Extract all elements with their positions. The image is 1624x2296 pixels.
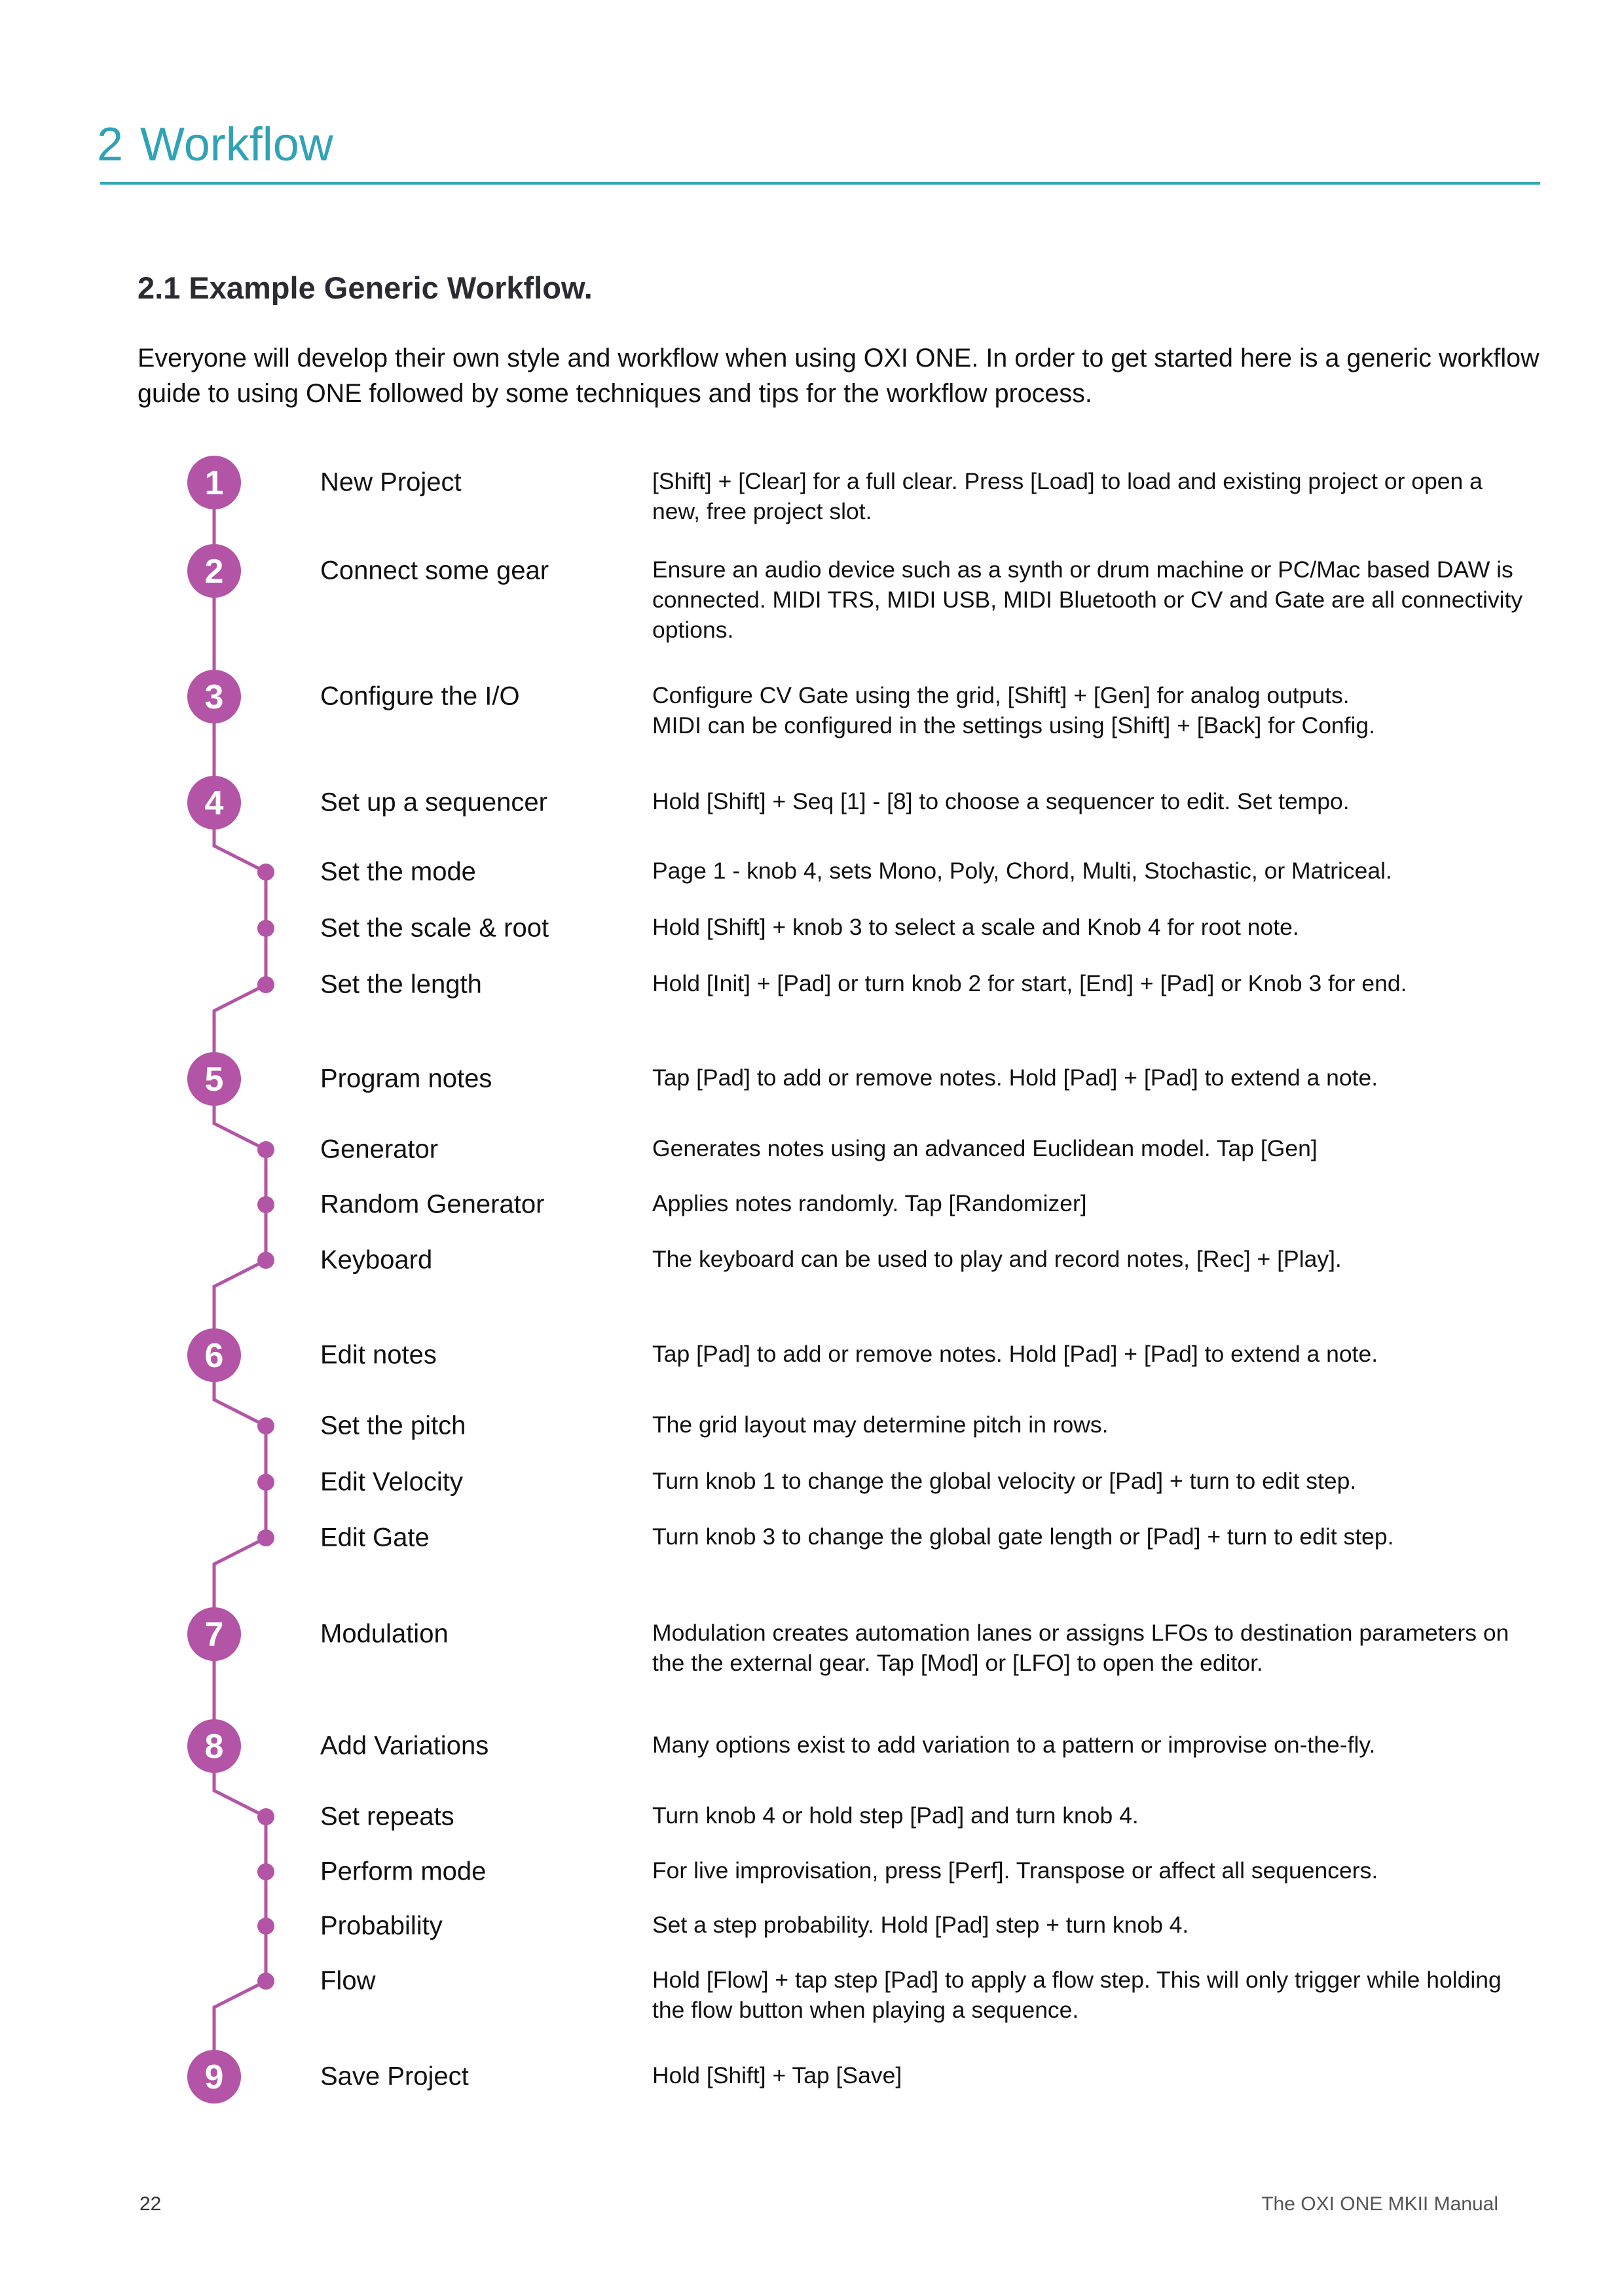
step-description: Generates notes using an advanced Euclidean model. Tap [Gen] [652, 1135, 1318, 1161]
step-number: 9 [204, 2058, 224, 2096]
step-number-badge [187, 2050, 241, 2104]
substep-dot [257, 1196, 274, 1213]
step-description: The grid layout may determine pitch in rows. [652, 1412, 1109, 1438]
step-label: Set the length [320, 970, 482, 999]
step-label: Save Project [320, 2062, 469, 2091]
step-description: Configure CV Gate using the grid, [Shift] + [Gen] for analog outputs. MIDI can be configured in the settings using [Shift] + [Back] for Config. [652, 682, 1376, 738]
step-description: For live improvisation, press [Perf]. Transpose or affect all sequencers. [652, 1857, 1378, 1884]
step-number: 2 [204, 553, 224, 591]
step-label: Generator [320, 1135, 439, 1164]
substep-dot [257, 1474, 274, 1491]
substep-dot [257, 1252, 274, 1269]
step-number-badge [187, 544, 241, 598]
substep-dot [257, 1808, 274, 1825]
substep-dot [257, 864, 274, 881]
step-description: Many options exist to add variation to a pattern or improvise on-the-fly. [652, 1732, 1376, 1758]
step-label: Set repeats [320, 1802, 454, 1831]
step-label: Connect some gear [320, 556, 549, 585]
substep-dot [257, 976, 274, 993]
step-label: New Project [320, 467, 462, 497]
substep-dot [257, 1417, 274, 1434]
manual-title: The OXI ONE MKII Manual [1261, 2193, 1498, 2215]
page-number: 22 [139, 2193, 162, 2215]
step-number: 8 [204, 1728, 224, 1766]
step-description: The keyboard can be used to play and record notes, [Rec] + [Play]. [652, 1246, 1342, 1272]
step-description: Set a step probability. Hold [Pad] step + turn knob 4. [652, 1912, 1189, 1938]
step-label: Random Generator [320, 1190, 545, 1219]
step-description: Hold [Init] + [Pad] or turn knob 2 for start, [End] + [Pad] or Knob 3 for end. [652, 970, 1407, 996]
step-label: Set the pitch [320, 1411, 466, 1440]
step-description: Tap [Pad] to add or remove notes. Hold [Pad] + [Pad] to extend a note. [652, 1065, 1378, 1091]
step-description: Page 1 - knob 4, sets Mono, Poly, Chord, Multi, Stochastic, or Matriceal. [652, 858, 1392, 884]
step-description: Modulation creates automation lanes or assigns LFOs to destination parameters on the the external gear. Tap [Mod] or [LFO] to open the editor. [652, 1620, 1509, 1676]
step-number: 7 [204, 1616, 224, 1654]
step-number-badge [187, 776, 241, 829]
section-heading: 2.1 Example Generic Workflow. [138, 270, 593, 305]
substep-dot [257, 920, 274, 937]
step-label: Configure the I/O [320, 682, 520, 711]
step-label: Modulation [320, 1619, 449, 1649]
chapter-title: Workflow [140, 118, 333, 171]
step-number-badge [187, 1052, 241, 1106]
step-description: Hold [Shift] + Seq [1] - [8] to choose a sequencer to edit. Set tempo. [652, 788, 1350, 814]
step-number: 6 [204, 1337, 224, 1375]
step-label: Perform mode [320, 1857, 487, 1886]
step-description: Hold [Shift] + Tap [Save] [652, 2062, 902, 2088]
substep-dot [257, 1973, 274, 1990]
step-number: 1 [204, 464, 224, 502]
step-number-badge [187, 456, 241, 509]
step-number-badge [187, 1719, 241, 1773]
step-label: Add Variations [320, 1731, 489, 1760]
step-description: Tap [Pad] to add or remove notes. Hold [Pad] + [Pad] to extend a note. [652, 1341, 1378, 1367]
chapter-number: 2 [97, 118, 124, 171]
step-description: Applies notes randomly. Tap [Randomizer] [652, 1190, 1087, 1216]
step-label: Edit Gate [320, 1523, 430, 1552]
step-number-badge [187, 1328, 241, 1382]
step-description: Turn knob 3 to change the global gate length or [Pad] + turn to edit step. [652, 1523, 1394, 1550]
step-description: Hold [Flow] + tap step [Pad] to apply a flow step. This will only trigger while holding the flow button when playing a sequence. [652, 1967, 1502, 2023]
step-label: Set the mode [320, 857, 476, 886]
substep-dot [257, 1141, 274, 1158]
step-description: Ensure an audio device such as a synth or drum machine or PC/Mac based DAW is connected. MIDI TRS, MIDI USB, MIDI Bluetooth or CV and Gate are all connectivity options. [652, 556, 1523, 643]
step-label: Edit notes [320, 1340, 437, 1370]
step-number-badge [187, 670, 241, 723]
step-label: Set up a sequencer [320, 788, 547, 817]
step-label: Flow [320, 1966, 376, 1995]
step-label: Set the scale & root [320, 913, 549, 943]
step-description: Turn knob 1 to change the global velocity or [Pad] + turn to edit step. [652, 1468, 1357, 1494]
substep-dot [257, 1529, 274, 1546]
intro-paragraph: Everyone will develop their own style and workflow when using OXI ONE. In order to get started here is a generic workflow guide to using ONE followed by some techniques and tips for the workflow process. [138, 344, 1540, 408]
step-label: Keyboard [320, 1245, 433, 1275]
step-number-badge [187, 1607, 241, 1661]
substep-dot [257, 1918, 274, 1935]
step-description: [Shift] + [Clear] for a full clear. Press [Load] to load and existing project or open a new, free project slot. [652, 468, 1483, 524]
substep-dot [257, 1863, 274, 1880]
step-label: Probability [320, 1911, 443, 1941]
step-description: Hold [Shift] + knob 3 to select a scale and Knob 4 for root note. [652, 914, 1299, 940]
step-number: 4 [204, 784, 224, 822]
step-number: 5 [204, 1061, 224, 1099]
step-label: Edit Velocity [320, 1467, 463, 1497]
step-number: 3 [204, 678, 224, 716]
step-description: Turn knob 4 or hold step [Pad] and turn knob 4. [652, 1802, 1139, 1829]
step-label: Program notes [320, 1064, 492, 1093]
